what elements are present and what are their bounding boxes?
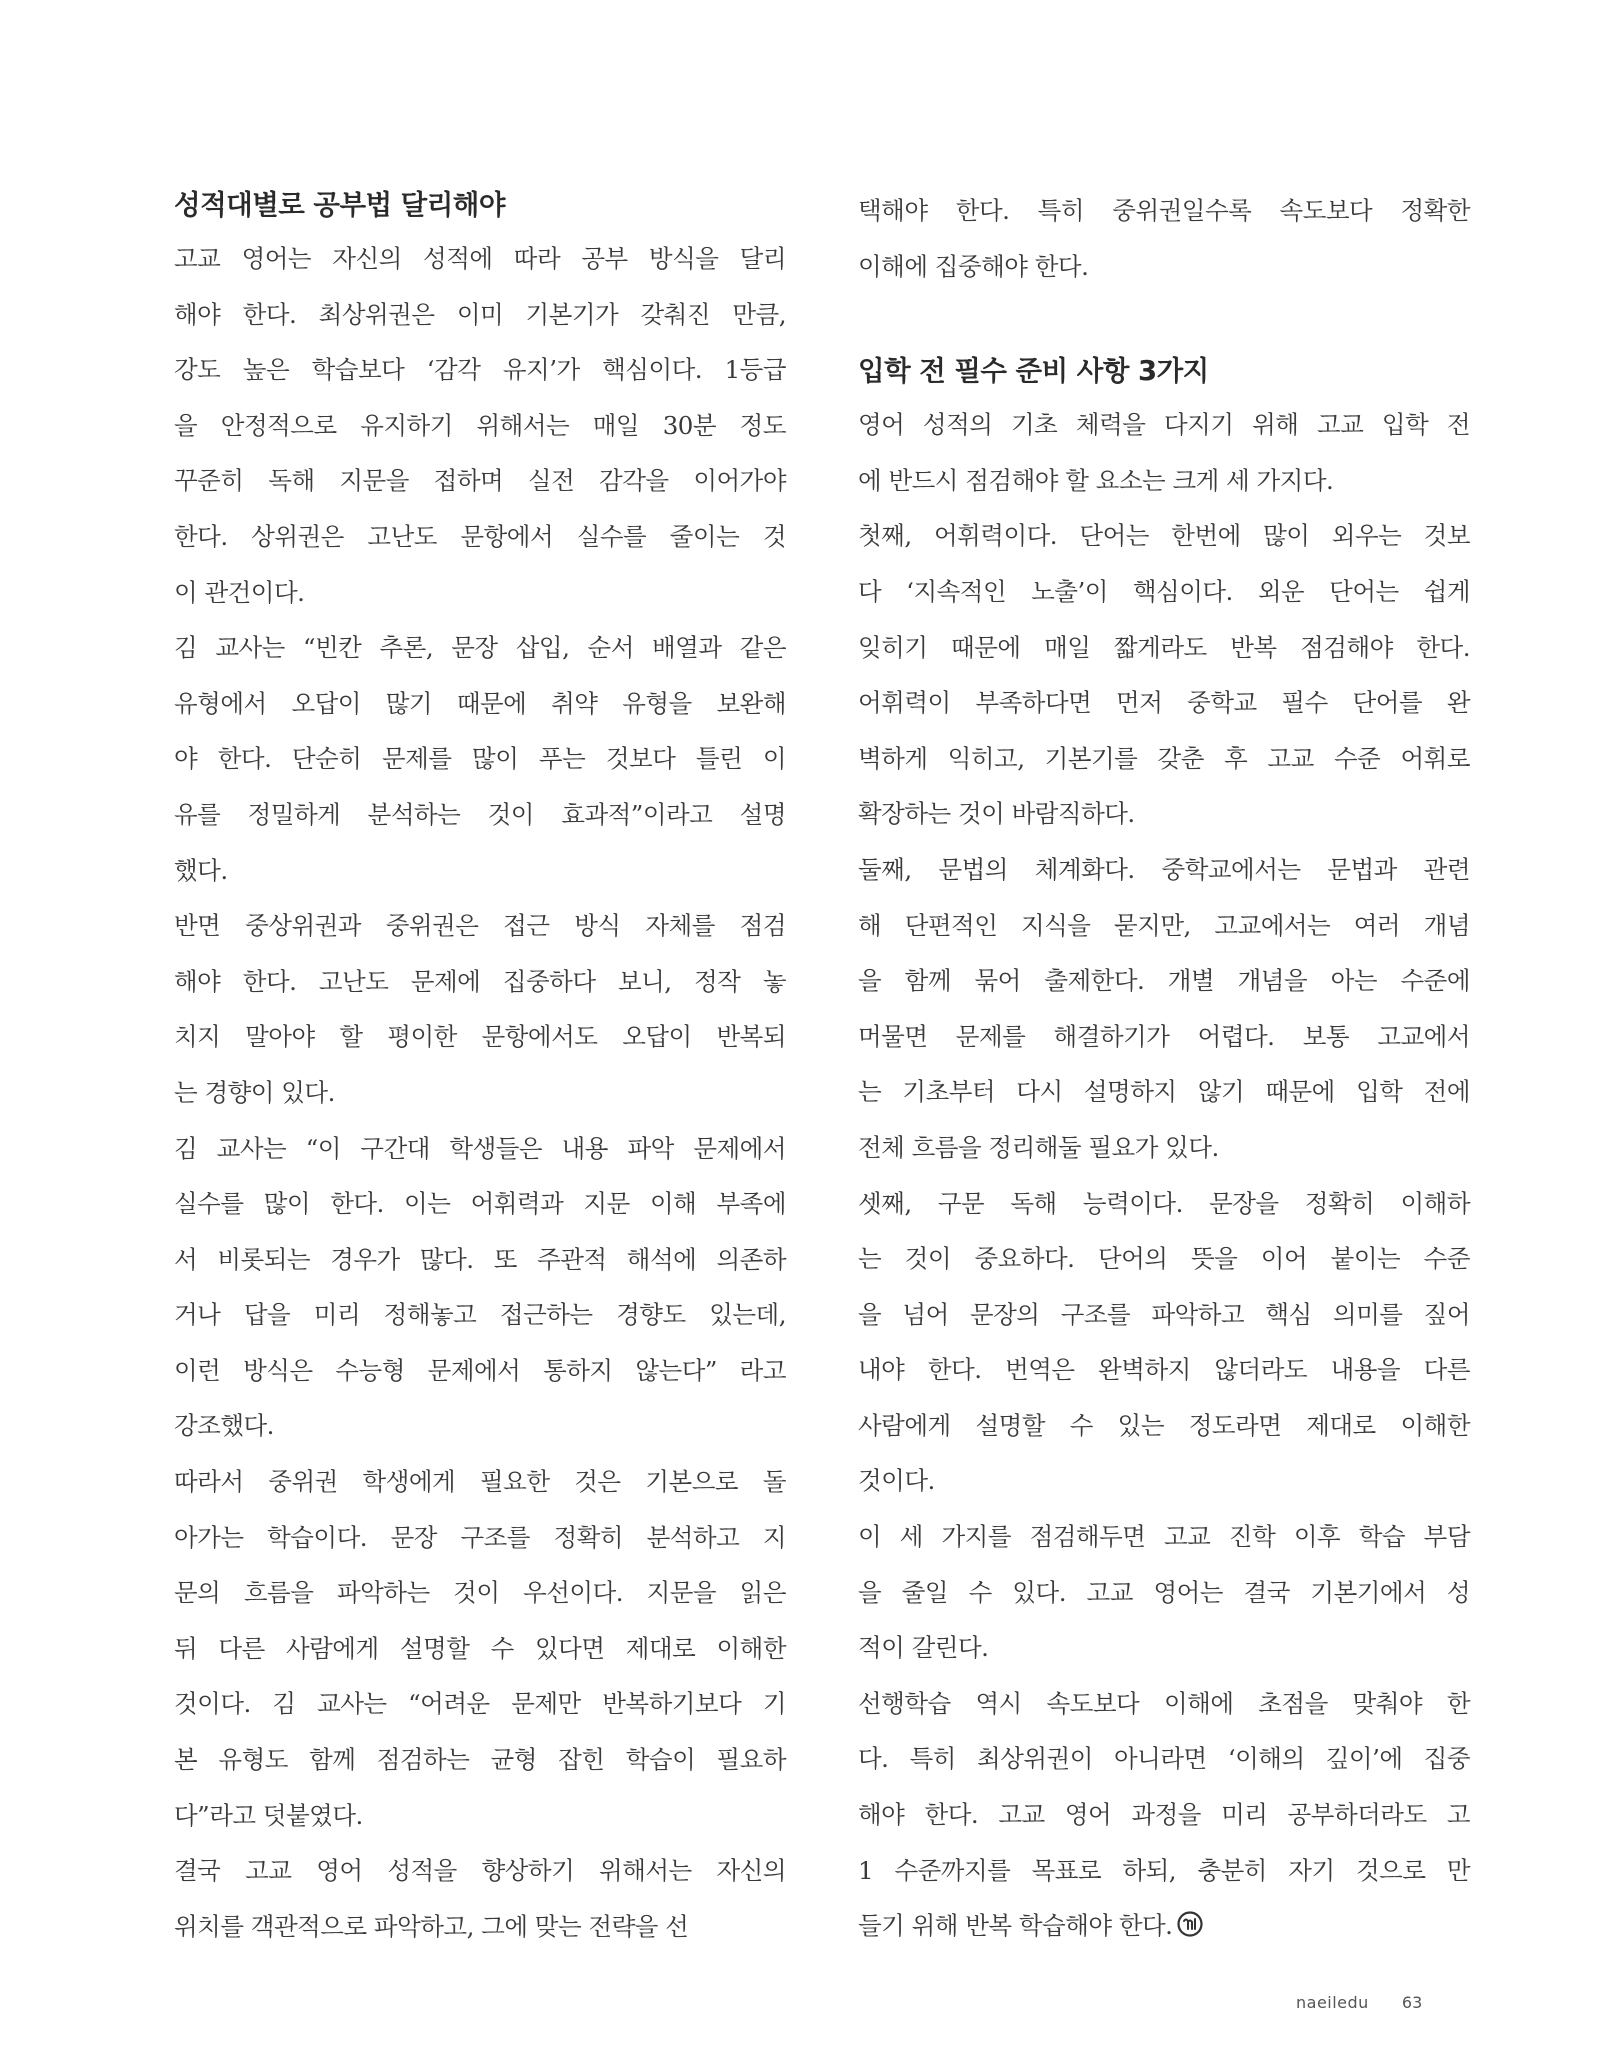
paragraph	[858, 508, 1470, 842]
text-line: 머물면 문제를 해결하기가 어렵다. 보통 고교에서	[858, 1021, 1470, 1051]
paragraph	[858, 1176, 1470, 1510]
text-line: 유를 정밀하게 분석하는 것이 효과적”이라고 설명	[174, 799, 786, 829]
section-heading-study-by-grade: 성적대별로 공부법 달리해야	[174, 189, 505, 221]
section-heading-three-preparations: 입학 전 필수 준비 사항 3가지	[858, 355, 1209, 388]
text-line: 것이다. 김 교사는 “어려운 문제만 반복하기보다 기	[174, 1689, 786, 1719]
text-line: 강조했다.	[174, 1411, 274, 1441]
text-line: 1 수준까지를 목표로 하되, 충분히 자기 것으로 만	[858, 1855, 1470, 1885]
text-line: 어휘력이 부족하다면 먼저 중학교 필수 단어를 완	[858, 688, 1470, 718]
text-line: 뒤 다른 사람에게 설명할 수 있다면 제대로 이해한	[174, 1633, 786, 1663]
text-line: 셋째, 구문 독해 능력이다. 문장을 정확히 이해하	[858, 1188, 1470, 1218]
paragraph	[174, 898, 786, 1120]
text-line: 반면 중상위권과 중위권은 접근 방식 자체를 점검	[174, 911, 786, 941]
text-line: 서 비롯되는 경우가 많다. 또 주관적 해석에 의존하	[174, 1244, 786, 1274]
naeil-end-mark-icon	[1176, 1910, 1204, 1938]
paragraph	[858, 397, 1470, 508]
right-body	[858, 397, 1470, 1954]
paragraph	[174, 1454, 786, 1843]
paragraph	[174, 620, 786, 898]
text-line: 둘째, 문법의 체계화다. 중학교에서는 문법과 관련	[858, 854, 1470, 884]
text-line: 벽하게 익히고, 기본기를 갖춘 후 고교 수준 어휘로	[858, 743, 1470, 773]
text-line: 야 한다. 단순히 문제를 많이 푸는 것보다 틀린 이	[174, 744, 786, 774]
text-line: 아가는 학습이다. 문장 구조를 정확히 분석하고 지	[174, 1522, 786, 1552]
text-line: 이 세 가지를 점검해두면 고교 진학 이후 학습 부담	[858, 1522, 1470, 1552]
paragraph	[858, 1676, 1470, 1954]
page-footer	[1296, 1993, 1422, 2012]
paragraph	[174, 1121, 786, 1455]
text-line: 을 함께 묶어 출제한다. 개별 개념을 아는 수준에	[858, 966, 1470, 996]
text-line: 해야 한다. 최상위권은 이미 기본기가 갖춰진 만큼,	[174, 299, 786, 329]
paragraph	[858, 842, 1470, 1176]
text-line: 했다.	[174, 855, 228, 885]
text-line: 내야 한다. 번역은 완벽하지 않더라도 내용을 다른	[858, 1355, 1470, 1385]
text-line: 해야 한다. 고난도 문제에 집중하다 보니, 정작 놓	[174, 966, 786, 996]
text-line: 해 단편적인 지식을 묻지만, 고교에서는 여러 개념	[858, 910, 1470, 940]
footer-brand: naeiledu	[1296, 1993, 1369, 2012]
text-line: 사람에게 설명할 수 있는 정도라면 제대로 이해한	[858, 1410, 1470, 1440]
text-line: 잊히기 때문에 매일 짧게라도 반복 점검해야 한다.	[858, 632, 1470, 662]
text-line: 고교 영어는 자신의 성적에 따라 공부 방식을 달리	[174, 244, 786, 273]
text-line: 유형에서 오답이 많기 때문에 취약 유형을 보완해	[174, 688, 786, 718]
text-line: 택해야 한다. 특히 중위권일수록 속도보다 정확한	[858, 196, 1470, 225]
text-line: 본 유형도 함께 점검하는 균형 잡힌 학습이 필요하	[174, 1745, 786, 1775]
text-line: 을 안정적으로 유지하기 위해서는 매일 30분 정도	[174, 410, 786, 440]
paragraph	[174, 1843, 786, 1954]
text-line: 한다. 상위권은 고난도 문항에서 실수를 줄이는 것	[174, 521, 786, 551]
text-line: 것이다.	[858, 1466, 935, 1496]
paragraph	[858, 1509, 1470, 1676]
left-body	[174, 231, 786, 1954]
section-gap	[858, 294, 1470, 349]
text-line: 첫째, 어휘력이다. 단어는 한번에 많이 외우는 것보	[858, 521, 1470, 551]
text-line: 실수를 많이 한다. 이는 어휘력과 지문 이해 부족에	[174, 1189, 786, 1219]
text-line: 적이 갈린다.	[858, 1633, 989, 1663]
text-line: 영어 성적의 기초 체력을 다지기 위해 고교 입학 전	[858, 410, 1470, 440]
text-line: 확장하는 것이 바람직하다.	[858, 799, 1135, 829]
text-line: 이 관건이다.	[174, 577, 305, 607]
text-line: 는 기초부터 다시 설명하지 않기 때문에 입학 전에	[858, 1077, 1470, 1107]
right-column	[858, 183, 1470, 1954]
text-line: 는 경향이 있다.	[174, 1077, 335, 1107]
text-line: 이해에 집중해야 한다.	[858, 251, 1089, 281]
text-line: 문의 흐름을 파악하는 것이 우선이다. 지문을 읽은	[174, 1578, 786, 1608]
text-line: 을 넘어 문장의 구조를 파악하고 핵심 의미를 짚어	[858, 1299, 1470, 1329]
text-line: 는 것이 중요하다. 단어의 뜻을 이어 붙이는 수준	[858, 1244, 1470, 1274]
text-line: 김 교사는 “빈칸 추론, 문장 삽입, 순서 배열과 같은	[174, 633, 786, 663]
text-line: 에 반드시 점검해야 할 요소는 크게 세 가지다.	[858, 465, 1334, 495]
text-line: 전체 흐름을 정리해둘 필요가 있다.	[858, 1132, 1219, 1162]
text-line: 김 교사는 “이 구간대 학생들은 내용 파악 문제에서	[174, 1133, 786, 1163]
left-column	[174, 183, 786, 1954]
paragraph	[174, 231, 786, 620]
paragraph	[858, 183, 1470, 294]
text-line: 해야 한다. 고교 영어 과정을 미리 공부하더라도 고	[858, 1800, 1470, 1830]
text-line: 치지 말아야 할 평이한 문항에서도 오답이 반복되	[174, 1022, 786, 1052]
right-lead-paragraph	[858, 183, 1470, 294]
text-line: 꾸준히 독해 지문을 접하며 실전 감각을 이어가야	[174, 466, 786, 496]
text-line: 결국 고교 영어 성적을 향상하기 위해서는 자신의	[174, 1856, 786, 1886]
text-line: 선행학습 역시 속도보다 이해에 초점을 맞춰야 한	[858, 1688, 1470, 1718]
text-line: 을 줄일 수 있다. 고교 영어는 결국 기본기에서 성	[858, 1577, 1470, 1607]
text-line: 이런 방식은 수능형 문제에서 통하지 않는다” 라고	[174, 1355, 786, 1385]
text-line: 위치를 객관적으로 파악하고, 그에 맞는 전략을 선	[174, 1911, 689, 1941]
text-line: 다”라고 덧붙였다.	[174, 1800, 363, 1830]
text-line: 따라서 중위권 학생에게 필요한 것은 기본으로 돌	[174, 1467, 786, 1497]
text-line: 강도 높은 학습보다 ‘감각 유지’가 핵심이다. 1등급	[174, 355, 786, 385]
text-line: 들기 위해 반복 학습해야 한다.	[858, 1898, 1470, 1954]
text-line: 다. 특히 최상위권이 아니라면 ‘이해의 깊이’에 집중	[858, 1744, 1470, 1774]
text-line: 다 ‘지속적인 노출’이 핵심이다. 외운 단어는 쉽게	[858, 576, 1470, 606]
page-number: 63	[1401, 1993, 1423, 2012]
text-line: 거나 답을 미리 정해놓고 접근하는 경향도 있는데,	[174, 1300, 786, 1330]
